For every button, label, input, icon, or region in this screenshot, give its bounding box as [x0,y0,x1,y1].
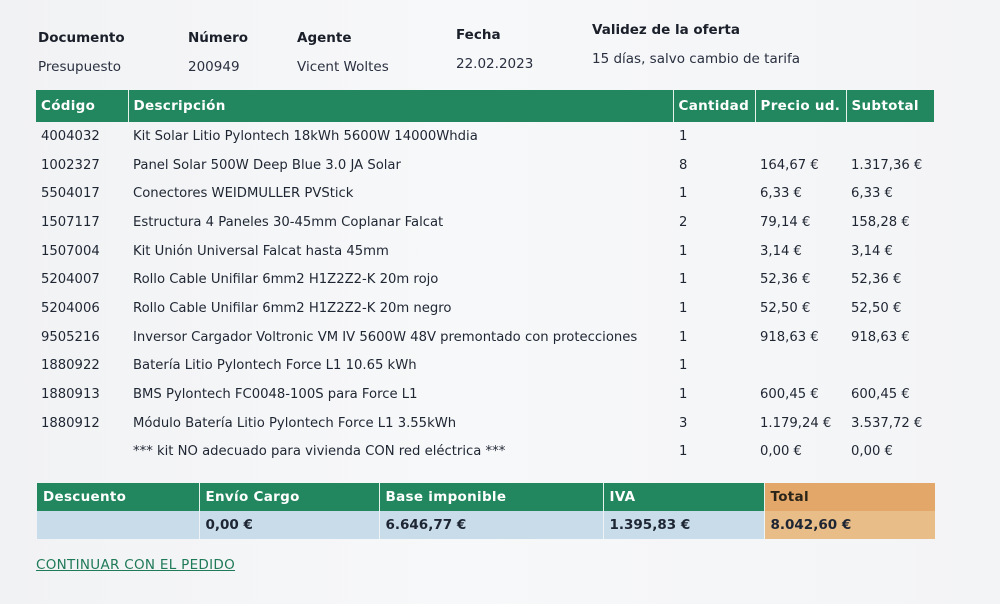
cell-cantidad: 1 [679,444,688,460]
cell-descripcion: Kit Unión Universal Falcat hasta 45mm [133,243,389,259]
cell-subtotal: 1.317,36 € [851,157,923,173]
totals-table [37,483,935,539]
cell-codigo: 1880913 [41,387,100,403]
table-row [36,208,934,237]
column-header-precio: Precio ud. [755,90,846,122]
validez-value: 15 días, salvo cambio de tarifa [592,51,801,67]
cell-cantidad: 8 [679,157,688,173]
table-row [36,179,934,208]
cell-codigo: 5504017 [41,186,100,202]
cell-codigo: 1880922 [41,358,100,374]
fecha-value: 22.02.2023 [456,56,534,72]
cell-codigo: 5204006 [41,300,100,316]
base-imponible-label: Base imponible [379,483,603,511]
cell-descripcion: Módulo Batería Litio Pylontech Force L1 3.55kWh [133,415,457,431]
cell-descripcion: BMS Pylontech FC0048-100S para Force L1 [133,387,418,403]
descuento-label: Descuento [37,483,199,511]
table-row [36,409,934,438]
numero-value: 200949 [188,59,240,75]
table-row [36,265,934,294]
cell-precio: 600,45 € [760,387,819,403]
agente-value: Vicent Woltes [297,59,389,75]
cell-codigo: 1880912 [41,415,100,431]
envio-value: 0,00 € [199,511,379,539]
cell-precio: 918,63 € [760,329,819,345]
total-value: 8.042,60 € [764,511,935,539]
total-label: Total [764,483,935,511]
table-row [36,352,934,381]
validez-label: Validez de la oferta [592,22,740,38]
totals-header-row [37,483,935,511]
cell-cantidad: 1 [679,186,688,202]
table-row [36,323,934,352]
cell-cantidad: 1 [679,387,688,403]
cell-codigo: 9505216 [41,329,100,345]
table-row [36,122,934,151]
table-row [36,438,934,467]
cell-precio [755,122,846,151]
cell-subtotal: 0,00 € [851,444,893,460]
column-header-descripcion: Descripción [128,90,673,122]
cell-subtotal: 52,36 € [851,272,902,288]
iva-label: IVA [603,483,764,511]
cell-descripcion: Kit Solar Litio Pylontech 18kWh 5600W 14000Whdia [133,128,478,144]
column-header-subtotal: Subtotal [846,90,934,122]
descuento-value [37,511,199,539]
table-row [36,294,934,323]
cell-codigo: 5204007 [41,272,100,288]
cell-codigo [36,438,128,467]
cell-codigo: 1507004 [41,243,100,259]
cell-precio: 0,00 € [760,444,802,460]
cell-subtotal: 600,45 € [851,387,910,403]
cell-subtotal: 158,28 € [851,214,910,230]
envio-label: Envío Cargo [199,483,379,511]
cell-descripcion: Panel Solar 500W Deep Blue 3.0 JA Solar [133,157,401,173]
cell-cantidad: 1 [679,300,688,316]
cell-cantidad: 3 [679,415,688,431]
cell-descripcion: Rollo Cable Unifilar 6mm2 H1Z2Z2-K 20m rojo [133,272,439,288]
table-row [36,380,934,409]
cell-subtotal [846,122,934,151]
table-row [36,237,934,266]
cell-precio: 1.179,24 € [760,415,832,431]
cell-descripcion: Estructura 4 Paneles 30-45mm Coplanar Falcat [133,214,444,230]
cell-cantidad: 1 [679,329,688,345]
column-header-cantidad: Cantidad [673,90,755,122]
cell-codigo: 4004032 [41,128,100,144]
cell-subtotal: 3.537,72 € [851,415,923,431]
cell-precio: 6,33 € [760,186,802,202]
cell-precio: 52,50 € [760,300,811,316]
quote-metadata [0,0,1000,90]
cell-precio: 79,14 € [760,214,811,230]
cell-subtotal: 52,50 € [851,300,902,316]
continue-order-link[interactable]: CONTINUAR CON EL PEDIDO [36,557,236,573]
items-table [36,90,934,466]
cell-subtotal: 918,63 € [851,329,910,345]
documento-value: Presupuesto [38,59,122,75]
agente-label: Agente [297,30,352,46]
cell-subtotal: 6,33 € [851,186,893,202]
cell-cantidad: 1 [679,243,688,259]
cell-subtotal [846,352,934,381]
items-header-row [36,90,934,122]
cell-cantidad: 1 [679,128,688,144]
cell-descripcion: Batería Litio Pylontech Force L1 10.65 kWh [133,358,417,374]
cell-descripcion: Inversor Cargador Voltronic VM IV 5600W 48V premontado con protecciones [133,329,638,345]
base-imponible-value: 6.646,77 € [379,511,603,539]
totals-value-row [37,511,935,539]
cell-precio [755,352,846,381]
cell-codigo: 1002327 [41,157,100,173]
cell-cantidad: 1 [679,358,688,374]
cell-descripcion: Conectores WEIDMULLER PVStick [133,186,354,202]
cell-precio: 52,36 € [760,272,811,288]
numero-label: Número [188,30,249,46]
cell-cantidad: 1 [679,272,688,288]
cell-cantidad: 2 [679,214,688,230]
table-row [36,151,934,180]
cell-descripcion: *** kit NO adecuado para vivienda CON red eléctrica *** [133,444,506,460]
cell-subtotal: 3,14 € [851,243,893,259]
cell-precio: 164,67 € [760,157,819,173]
cell-codigo: 1507117 [41,214,100,230]
cell-precio: 3,14 € [760,243,802,259]
cell-descripcion: Rollo Cable Unifilar 6mm2 H1Z2Z2-K 20m negro [133,300,452,316]
iva-value: 1.395,83 € [603,511,764,539]
documento-label: Documento [38,30,125,46]
column-header-codigo: Código [36,90,128,122]
fecha-label: Fecha [456,27,501,43]
